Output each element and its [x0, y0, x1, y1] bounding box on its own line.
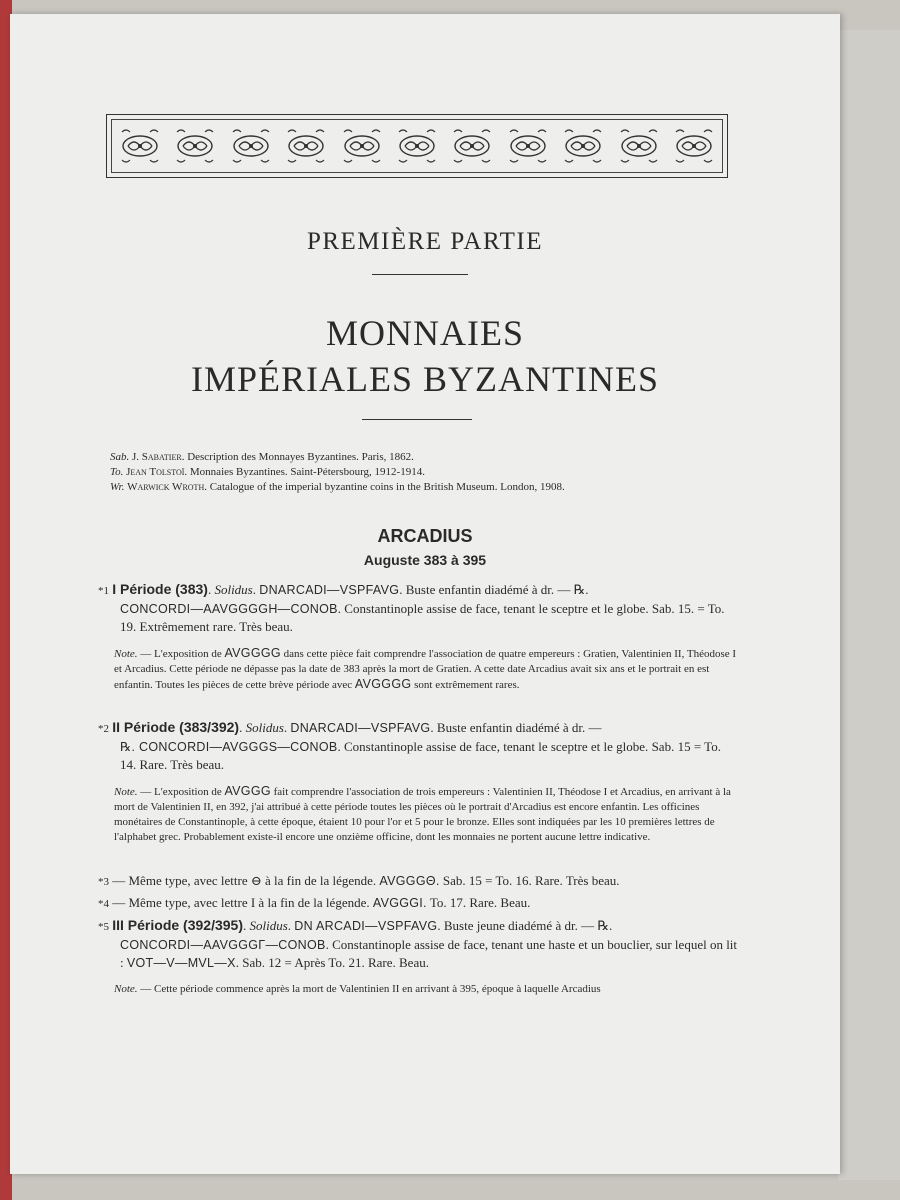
ornament-motif-icon	[617, 126, 661, 166]
ornament-motif-icon	[284, 126, 328, 166]
reference-line: Sab. J. Sabatier. Description des Monnayes Byzantines. Paris, 1862.	[110, 451, 414, 463]
ornament-motif-icon	[118, 126, 162, 166]
ornament-motif-icon	[561, 126, 605, 166]
part-heading: PREMIÈRE PARTIE	[306, 228, 544, 255]
ornament-row	[111, 119, 723, 173]
catalog-entry: *2 II Période (383/392). Solidus. DNARCADI—VSPFAVG. Buste enfantin diadémé à dr. — ℞. CONCORDI—AVGGGS—CONOB. Constantinople assise de face, tenant le sceptre et le globe. Sab. 15 = To. 14. Rare. Très beau.	[98, 719, 721, 772]
catalog-entry: *4 — Même type, avec lettre Ι à la fin de la légende. AVGGGI. To. 17. Rare. Beau.	[98, 895, 531, 910]
title-line-1: MONNAIES	[325, 313, 524, 353]
ornament-motif-icon	[340, 126, 384, 166]
ornament-motif-icon	[506, 126, 550, 166]
catalog-note: Note. — Cette période commence après la mort de Valentinien II en arrivant à 395, époque à laquelle Arcadius	[114, 983, 601, 995]
reference-line: Wr. Warwick Wroth. Catalogue of the imperial byzantine coins in the British Museum. London, 1908.	[110, 481, 565, 493]
ornament-motif-icon	[395, 126, 439, 166]
title-line-2: IMPÉRIALES BYZANTINES	[191, 359, 659, 399]
ornament-motif-icon	[450, 126, 494, 166]
book-page	[10, 14, 840, 1174]
section-title: ARCADIUS	[377, 526, 473, 546]
ornament-motif-icon	[229, 126, 273, 166]
catalog-entry: *1 I Période (383). Solidus. DNARCADI—VSPFAVG. Buste enfantin diadémé à dr. — ℞. CONCORDI—AAVGGGGH—CONOB. Constantinople assise de face, tenant le sceptre et le globe. Sab. 15. = To. 19. Extrêmement rare. Très beau.	[98, 581, 725, 634]
divider-rule	[372, 274, 468, 275]
catalog-note: Note. — L'exposition de AVGGG fait comprendre l'association de trois empereurs : Valentinien II, Théodose I et Arcadius, en arrivant à la mort de Valentinien II, en 392, j'ai attribué à cette période toutes les pièces où le portrait d'Arcadius est encore enfantin. Les officines monétaires de Constantinople, à cette époque, étaient 10 pour l'or et 5 pour le bronze. Elles sont indiquées par les 10 premières lettres de l'alphabet grec. Probablement existe-il encore une onzième officine, dont les monnaies ne portent aucune lettre indicative.	[114, 784, 731, 843]
bibliography-references	[110, 450, 730, 495]
catalog-entry: *3 — Même type, avec lettre ⊖ à la fin de la légende. AVGGGΘ. Sab. 15 = To. 16. Rare. Très beau.	[98, 873, 620, 888]
catalog-entry: *5 III Période (392/395). Solidus. DN ARCADI—VSPFAVG. Buste jeune diadémé à dr. — ℞. CONCORDI—AAVGGGΓ—CONOB. Constantinople assise de face, tenant une haste et un bouclier, sur lequel on lit : VOT—V—MVL—X. Sab. 12 = Après To. 21. Rare. Beau.	[98, 917, 738, 970]
ornament-motif-icon	[672, 126, 716, 166]
ornamental-header-band	[106, 114, 728, 178]
section-subtitle: Auguste 383 à 395	[363, 552, 487, 568]
catalog-note: Note. — L'exposition de AVGGGG dans cette pièce fait comprendre l'association de quatre empereurs : Gratien, Valentinien II, Théodose I et Arcadius. Cette période ne dépasse pas la date de 383 après la mort de Gratien. A cette date Arcadius avait six ans et le portrait en est enfantin. Toutes les pièces de cette brève période avec AVGGGG sont extrêmement rares.	[114, 646, 737, 691]
divider-rule	[362, 419, 472, 420]
reference-line: To. Jean Tolstoï. Monnaies Byzantines. Saint-Pétersbourg, 1912-1914.	[110, 466, 425, 478]
background-right	[838, 30, 900, 1180]
ornament-motif-icon	[173, 126, 217, 166]
